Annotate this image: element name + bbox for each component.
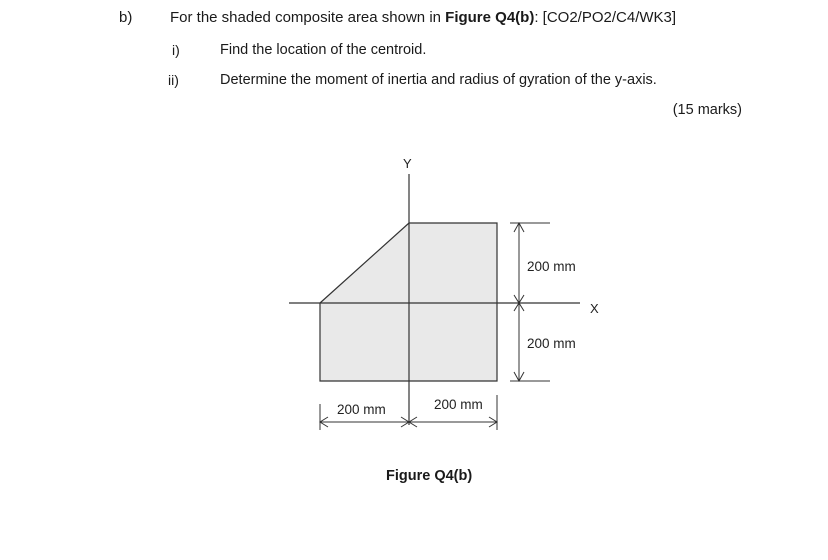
dimension-left-label: 200 mm bbox=[337, 402, 386, 417]
dimension-right-label: 200 mm bbox=[434, 397, 483, 412]
part-ii-text: Determine the moment of inertia and radius of gyration of the y-axis. bbox=[220, 72, 657, 88]
part-i-number: i) bbox=[172, 42, 180, 58]
vertical-dimension bbox=[510, 223, 550, 381]
x-axis-label: X bbox=[590, 301, 599, 316]
figure-caption: Figure Q4(b) bbox=[386, 468, 473, 484]
question-label: b) bbox=[119, 9, 133, 26]
question-codes: : [CO2/PO2/C4/WK3] bbox=[534, 9, 677, 26]
dimension-bottom-label: 200 mm bbox=[527, 336, 576, 351]
figure-reference: Figure Q4(b) bbox=[445, 9, 535, 26]
marks-label: (15 marks) bbox=[672, 102, 742, 118]
y-axis-label: Y bbox=[403, 156, 412, 171]
question-text-before: For the shaded composite area shown in bbox=[170, 9, 446, 26]
part-ii-number: ii) bbox=[168, 72, 179, 88]
part-i-text: Find the location of the centroid. bbox=[220, 42, 427, 58]
dimension-top-label: 200 mm bbox=[527, 259, 576, 274]
